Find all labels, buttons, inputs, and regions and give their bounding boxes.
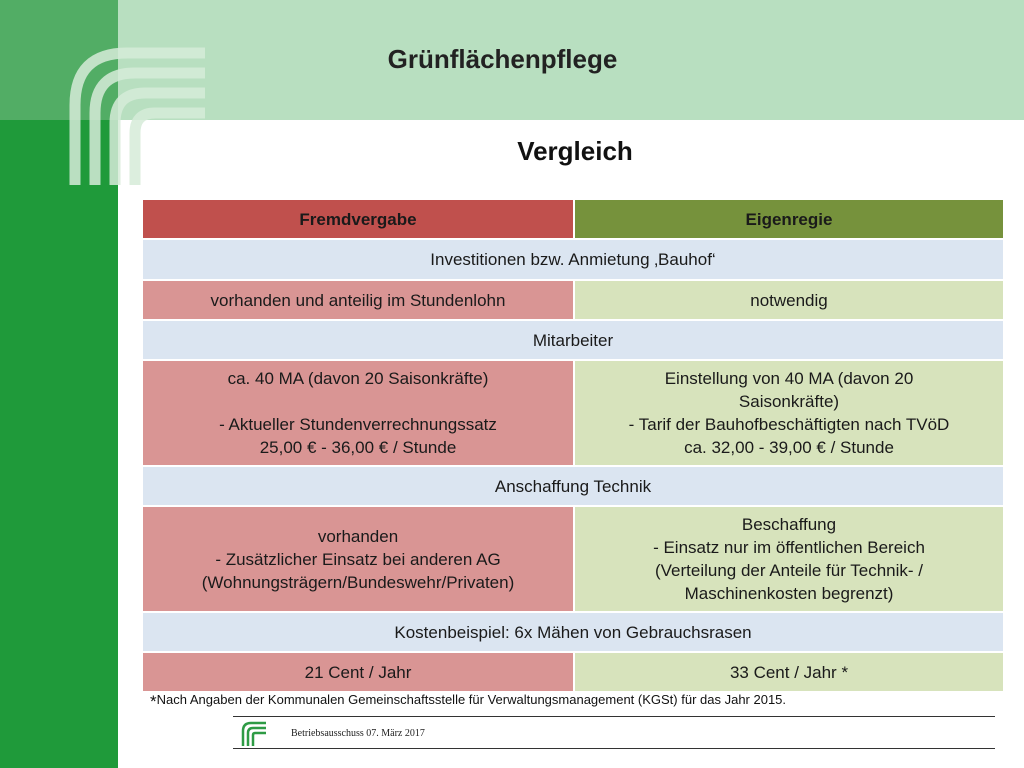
section-row xyxy=(142,612,1004,652)
table-row xyxy=(142,652,1004,692)
cell-eigenregie: 33 Cent / Jahr * xyxy=(574,652,1004,692)
table-row xyxy=(142,360,1004,466)
cell-eigenregie: Beschaffung - Einsatz nur im öffentlichen Bereich (Verteilung der Anteile für Technik- / Maschinenkosten begrenzt) xyxy=(574,506,1004,612)
section-row xyxy=(142,466,1004,506)
header-fremdvergabe: Fremdvergabe xyxy=(142,199,574,239)
cell-eigenregie: Einstellung von 40 MA (davon 20 Saisonkräfte) - Tarif der Bauhofbeschäftigten nach TVöD ca. 32,00 - 39,00 € / Stunde xyxy=(574,360,1004,466)
comparison-table xyxy=(141,198,1005,693)
page-subtitle: Vergleich xyxy=(517,136,633,166)
footer-logo-icon xyxy=(239,719,269,749)
cell-fremdvergabe: ca. 40 MA (davon 20 Saisonkräfte) - Aktueller Stundenverrechnungssatz 25,00 € - 36,00 € / Stunde xyxy=(142,360,574,466)
footnote xyxy=(150,692,786,712)
section-kostenbeispiel: Kostenbeispiel: 6x Mähen von Gebrauchsrasen xyxy=(142,612,1004,652)
cell-eigenregie: notwendig xyxy=(574,280,1004,320)
section-row xyxy=(142,320,1004,360)
table-header-row xyxy=(142,199,1004,239)
table-row xyxy=(142,506,1004,612)
cell-fremdvergabe: vorhanden und anteilig im Stundenlohn xyxy=(142,280,574,320)
footnote-text: Nach Angaben der Kommunalen Gemeinschaftsstelle für Verwaltungsmanagement (KGSt) für das Jahr 2015. xyxy=(156,692,787,707)
section-investitionen: Investitionen bzw. Anmietung ‚Bauhof‘ xyxy=(142,239,1004,280)
section-mitarbeiter: Mitarbeiter xyxy=(142,320,1004,360)
table-row xyxy=(142,280,1004,320)
footer-divider xyxy=(233,716,995,717)
page-title: Grünflächenpflege xyxy=(387,44,618,74)
section-anschaffung-technik: Anschaffung Technik xyxy=(142,466,1004,506)
section-row xyxy=(142,239,1004,280)
footer-divider xyxy=(233,748,995,749)
arc-logo-icon xyxy=(55,35,245,225)
cell-fremdvergabe: 21 Cent / Jahr xyxy=(142,652,574,692)
footnote-marker: * xyxy=(150,692,157,711)
footer-text: Betriebsausschuss 07. März 2017 xyxy=(291,728,425,739)
header-eigenregie: Eigenregie xyxy=(574,199,1004,239)
cell-fremdvergabe: vorhanden - Zusätzlicher Einsatz bei anderen AG (Wohnungsträgern/Bundeswehr/Privaten) xyxy=(142,506,574,612)
